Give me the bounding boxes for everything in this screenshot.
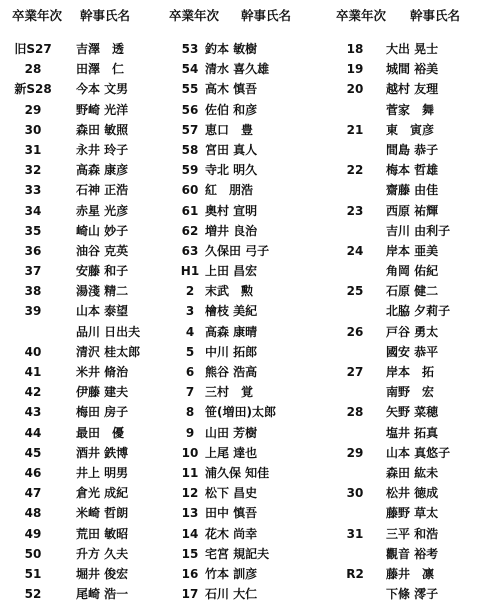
graduation-year: 30	[346, 486, 364, 501]
secretary-name: 笹(増田)太郎	[205, 405, 276, 420]
secretary-name: 上尾 達也	[205, 445, 258, 460]
table-row	[171, 301, 321, 321]
graduation-year: 23	[346, 203, 364, 218]
table-row	[171, 160, 321, 180]
graduation-year: 14	[181, 526, 199, 541]
graduation-year: 20	[346, 82, 364, 97]
graduation-year: 27	[346, 365, 364, 379]
secretary-name: 石川 大仁	[205, 587, 258, 602]
table-row	[14, 180, 164, 200]
secretary-name: 檜枝 美紀	[205, 304, 258, 319]
table-row	[336, 382, 482, 402]
secretary-name: 米崎 哲朗	[76, 506, 129, 521]
table-row	[171, 423, 321, 443]
table-row	[336, 59, 482, 79]
table-row	[336, 120, 482, 140]
header-name: 幹事氏名	[80, 8, 131, 23]
secretary-name: 高森 康彦	[76, 163, 129, 178]
table-row	[171, 402, 321, 422]
graduation-year: 7	[185, 385, 195, 400]
graduation-year: 37	[24, 264, 42, 279]
table-row	[336, 402, 482, 422]
table-row	[171, 140, 321, 160]
table-row	[14, 322, 164, 342]
table-row	[336, 261, 482, 281]
table-row	[336, 524, 482, 544]
table-row	[171, 483, 321, 503]
table-row	[171, 382, 321, 402]
secretary-name: 松井 徳成	[386, 486, 439, 501]
secretary-name: 岸本 亜美	[386, 243, 439, 258]
graduation-year: 61	[181, 203, 199, 218]
table-row	[14, 342, 164, 362]
graduation-year: 12	[181, 486, 199, 501]
secretary-name: 伊藤 建夫	[76, 385, 129, 400]
secretary-name: 増井 良治	[205, 223, 258, 238]
header-year: 卒業年次	[169, 8, 220, 23]
table-row	[171, 79, 321, 99]
secretary-name: 吉澤 透	[76, 42, 125, 56]
secretary-name: 崎山 妙子	[76, 223, 129, 238]
secretary-name: 宅宮 規記夫	[205, 546, 270, 561]
table-row	[14, 544, 164, 564]
table-row	[171, 463, 321, 483]
secretary-name: 藤井 凛	[386, 566, 435, 581]
table-row	[14, 564, 164, 584]
graduation-year: 42	[24, 385, 42, 400]
table-row	[171, 342, 321, 362]
graduation-year: 46	[24, 465, 42, 480]
secretary-name: 花木 尚幸	[205, 526, 258, 541]
table-row	[14, 524, 164, 544]
secretary-name: 宮田 真人	[205, 142, 258, 157]
table-row	[14, 160, 164, 180]
graduation-year: 47	[24, 486, 42, 501]
table-row	[171, 544, 321, 564]
secretary-name: 紅 朋浩	[205, 183, 254, 198]
secretary-name: 山田 芳樹	[205, 425, 258, 440]
graduation-year: 35	[24, 223, 42, 238]
graduation-year: 50	[24, 546, 42, 561]
column-3-rows	[336, 39, 482, 604]
graduation-year: 26	[346, 324, 364, 339]
graduation-year: 4	[185, 324, 195, 339]
graduation-year: 33	[24, 183, 42, 198]
graduation-year: 24	[346, 243, 364, 258]
graduation-year: 30	[24, 122, 42, 137]
table-row	[171, 221, 321, 241]
table-row	[171, 524, 321, 544]
secretary-name: 大出 晃士	[386, 42, 439, 56]
secretary-name: 最田 優	[76, 425, 125, 440]
graduation-year: 25	[346, 284, 364, 299]
secretary-name: 恵口 豊	[205, 122, 254, 137]
graduation-year: 16	[181, 566, 199, 581]
table-row	[171, 261, 321, 281]
table-row	[336, 140, 482, 160]
table-row	[336, 342, 482, 362]
table-row	[336, 39, 482, 59]
table-row	[14, 463, 164, 483]
secretary-name: 倉光 成紀	[76, 486, 129, 501]
table-row	[336, 160, 482, 180]
table-row	[171, 201, 321, 221]
secretary-name: 東 寅彦	[386, 122, 435, 137]
table-row	[336, 544, 482, 564]
table-row	[14, 362, 164, 382]
table-row	[171, 564, 321, 584]
secretary-name: 清水 喜久雄	[205, 62, 270, 77]
secretary-name: 吉川 由利子	[386, 223, 451, 238]
table-row	[171, 241, 321, 261]
graduation-year: 51	[24, 566, 42, 581]
graduation-year: 19	[346, 62, 364, 77]
secretary-name: 角岡 佑紀	[386, 264, 439, 279]
table-row	[14, 39, 164, 59]
table-row	[336, 483, 482, 503]
graduation-year: 39	[24, 304, 42, 319]
table-row	[171, 180, 321, 200]
table-row	[171, 281, 321, 301]
graduation-year: 28	[24, 62, 42, 77]
graduation-year: 62	[181, 223, 199, 238]
graduation-year: H1	[180, 264, 200, 279]
table-row	[171, 584, 321, 604]
graduation-year: R2	[346, 566, 364, 581]
secretary-name: 永井 玲子	[76, 142, 129, 157]
header-year: 卒業年次	[12, 8, 63, 23]
table-row	[336, 503, 482, 523]
secretary-name: 清沢 桂太郎	[76, 344, 141, 359]
secretary-name: 久保田 弓子	[205, 243, 270, 258]
table-row	[14, 483, 164, 503]
table-row	[14, 382, 164, 402]
graduation-year: 36	[24, 243, 42, 258]
table-row	[14, 100, 164, 120]
graduation-year: 29	[24, 102, 42, 117]
graduation-year: 18	[346, 42, 364, 56]
secretary-name: 森田 敏照	[76, 122, 129, 137]
secretary-name: 竹本 訓彦	[205, 566, 258, 581]
graduation-year: 52	[24, 587, 42, 602]
secretary-name: 赤星 光彦	[76, 203, 129, 218]
table-row	[336, 180, 482, 200]
table-row	[336, 241, 482, 261]
secretary-name: 釣本 敏樹	[205, 42, 258, 56]
table-row	[171, 503, 321, 523]
table-row	[14, 241, 164, 261]
table-row	[336, 100, 482, 120]
graduation-year: 3	[185, 304, 195, 319]
table-row	[14, 301, 164, 321]
secretary-name: 米井 脩治	[76, 365, 129, 379]
table-row	[14, 443, 164, 463]
graduation-year: 13	[181, 506, 199, 521]
column-2-rows	[171, 39, 321, 604]
header-name: 幹事氏名	[410, 8, 461, 23]
graduation-year: 54	[181, 62, 199, 77]
secretary-name: 觀音 裕考	[386, 546, 439, 561]
table-row	[336, 423, 482, 443]
secretary-name: 矢野 菜穂	[386, 405, 439, 420]
secretary-name: 城間 裕美	[386, 62, 439, 77]
graduation-year: 10	[181, 445, 199, 460]
graduation-year: 32	[24, 163, 42, 178]
secretary-name: 尾崎 浩一	[76, 587, 129, 602]
graduation-year: 29	[346, 445, 364, 460]
table-row	[336, 322, 482, 342]
secretary-name: 山本 真悠子	[386, 445, 451, 460]
secretary-name: 井上 明男	[76, 465, 129, 480]
graduation-year: 17	[181, 587, 199, 602]
secretary-name: 寺北 明久	[205, 163, 258, 178]
secretary-name: 北脇 夕莉子	[386, 304, 451, 319]
graduation-year: 56	[181, 102, 199, 117]
column-1-rows	[14, 39, 164, 604]
table-row	[14, 503, 164, 523]
table-row	[336, 362, 482, 382]
secretary-name: 末武 勲	[205, 284, 254, 299]
secretary-name: 齋藤 由佳	[386, 183, 439, 198]
secretary-name: 間島 恭子	[386, 142, 439, 157]
graduation-year: 新S28	[14, 82, 52, 97]
table-row	[171, 322, 321, 342]
table-row	[14, 261, 164, 281]
graduation-year: 8	[185, 405, 195, 420]
header-name: 幹事氏名	[241, 8, 292, 23]
secretary-name: 湯淺 精二	[76, 284, 129, 299]
secretary-name: 升方 久夫	[76, 546, 129, 561]
table-row	[14, 59, 164, 79]
graduation-year: 9	[185, 425, 195, 440]
graduation-year: 63	[181, 243, 199, 258]
secretary-name: 品川 日出夫	[76, 324, 141, 339]
graduation-year: 31	[24, 142, 42, 157]
secretary-name: 中川 拓郎	[205, 344, 258, 359]
table-row	[336, 443, 482, 463]
secretary-name: 石神 正浩	[76, 183, 129, 198]
table-row	[14, 281, 164, 301]
secretary-name: 越村 友理	[386, 82, 439, 97]
table-row	[14, 423, 164, 443]
secretary-name: 田中 慎吾	[205, 506, 258, 521]
secretary-name: 佐伯 和彦	[205, 102, 258, 117]
secretary-name: 奥村 宣明	[205, 203, 258, 218]
graduation-year: 58	[181, 142, 199, 157]
table-row	[171, 39, 321, 59]
table-row	[171, 59, 321, 79]
graduation-year: 38	[24, 284, 42, 299]
secretary-name: 藤野 草太	[386, 506, 439, 521]
table-row	[14, 402, 164, 422]
graduation-year: 11	[181, 465, 199, 480]
secretary-name: 塩井 拓真	[386, 425, 439, 440]
graduation-year: 57	[181, 122, 199, 137]
secretary-name: 堀井 俊宏	[76, 566, 129, 581]
secretary-name: 梅本 哲雄	[386, 163, 439, 178]
table-row	[336, 564, 482, 584]
secretary-name: 松下 昌史	[205, 486, 258, 501]
secretary-name: 菅家 舞	[386, 102, 435, 117]
graduation-year: 34	[24, 203, 42, 218]
secretary-name: 浦久保 知佳	[205, 465, 270, 480]
graduation-year: 53	[181, 42, 199, 56]
table-row	[171, 443, 321, 463]
secretary-name: 今本 文男	[76, 82, 129, 97]
graduation-year: 旧S27	[14, 42, 52, 56]
graduation-year: 2	[185, 284, 195, 299]
secretary-name: 三平 和浩	[386, 526, 439, 541]
table-row	[336, 79, 482, 99]
secretary-name: 安藤 和子	[76, 264, 129, 279]
table-row	[336, 221, 482, 241]
graduation-year: 21	[346, 122, 364, 137]
secretary-name: 野崎 光洋	[76, 102, 129, 117]
table-row	[336, 301, 482, 321]
secretary-name: 森田 紘未	[386, 465, 439, 480]
secretary-name: 酒井 鉄博	[76, 445, 129, 460]
secretary-name: 田澤 仁	[76, 62, 125, 77]
table-row	[14, 120, 164, 140]
secretary-name: 梅田 房子	[76, 405, 129, 420]
graduation-year: 44	[24, 425, 42, 440]
secretary-name: 上田 昌宏	[205, 264, 258, 279]
table-row	[14, 79, 164, 99]
graduation-year: 41	[24, 365, 42, 379]
table-row	[171, 362, 321, 382]
secretary-name: 戸谷 勇太	[386, 324, 439, 339]
table-row	[14, 584, 164, 604]
secretary-name: 荒田 敏昭	[76, 526, 129, 541]
secretary-name: 油谷 克英	[76, 243, 129, 258]
table-row	[171, 100, 321, 120]
table-row	[336, 281, 482, 301]
secretary-name: 熊谷 浩高	[205, 365, 258, 379]
table-row	[336, 584, 482, 604]
secretary-name: 國安 恭平	[386, 344, 439, 359]
table-row	[171, 120, 321, 140]
graduation-year: 6	[185, 365, 195, 379]
secretary-name: 下條 澪子	[386, 587, 439, 602]
header-year: 卒業年次	[336, 8, 387, 23]
table-row	[14, 201, 164, 221]
secretary-name: 山本 泰望	[76, 304, 129, 319]
table-row	[14, 140, 164, 160]
graduation-year: 60	[181, 183, 199, 198]
graduation-year: 45	[24, 445, 42, 460]
graduation-year: 28	[346, 405, 364, 420]
secretary-name: 石原 健二	[386, 284, 439, 299]
secretary-name: 岸本 拓	[386, 365, 435, 379]
graduation-year: 31	[346, 526, 364, 541]
graduation-year: 15	[181, 546, 199, 561]
secretary-name: 高森 康晴	[205, 324, 258, 339]
graduation-year: 5	[185, 344, 195, 359]
graduation-year: 48	[24, 506, 42, 521]
secretary-name: 西原 祐輝	[386, 203, 439, 218]
secretary-name: 三村 覚	[205, 385, 254, 400]
graduation-year: 55	[181, 82, 199, 97]
secretary-name: 南野 宏	[386, 385, 435, 400]
graduation-year: 49	[24, 526, 42, 541]
table-row	[336, 463, 482, 483]
graduation-year: 59	[181, 163, 199, 178]
graduation-year: 43	[24, 405, 42, 420]
table-row	[336, 201, 482, 221]
graduation-year: 40	[24, 344, 42, 359]
table-row	[14, 221, 164, 241]
secretary-name: 高木 慎吾	[205, 82, 258, 97]
graduation-year: 22	[346, 163, 364, 178]
